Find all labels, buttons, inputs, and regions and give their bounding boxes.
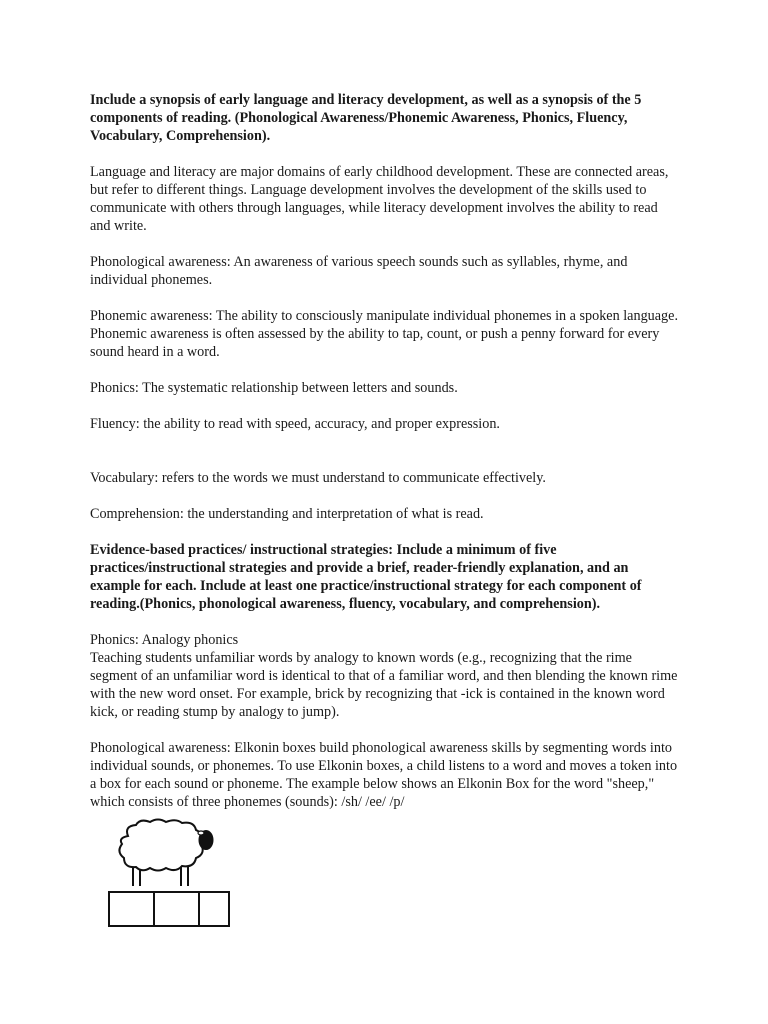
elkonin-boxes bbox=[109, 892, 229, 926]
document-body bbox=[90, 91, 680, 829]
elkonin-box bbox=[109, 892, 154, 926]
phonological-awareness-definition: Phonological awareness: An awareness of various speech sounds such as syllables, rhyme, and individual phonemes. bbox=[90, 254, 628, 288]
vocabulary-definition: Vocabulary: refers to the words we must understand to communicate effectively. bbox=[90, 470, 546, 486]
language-literacy-paragraph: Language and literacy are major domains of early childhood development. These are connected areas, but refer to different things. Language development involves the development of the skills used to communicate with others through languages, while literacy development involves the ability to read and write. bbox=[90, 164, 669, 234]
fluency-definition: Fluency: the ability to read with speed, accuracy, and proper expression. bbox=[90, 416, 500, 432]
spacer bbox=[90, 451, 680, 469]
sheep-icon bbox=[119, 820, 212, 887]
elkonin-box bbox=[199, 892, 229, 926]
phonics-definition: Phonics: The systematic relationship between letters and sounds. bbox=[90, 380, 458, 396]
elkonin-box bbox=[154, 892, 199, 926]
assignment-prompt-heading: Include a synopsis of early language and literacy development, as well as a synopsis of the 5 components of reading. (Phonological Awareness/Phonemic Awareness, Phonics, Fluency, Vocabulary, Comprehension). bbox=[90, 92, 642, 144]
phonemic-awareness-definition: Phonemic awareness: The ability to consciously manipulate individual phonemes in a spoken language. Phonemic awareness is often assessed by the ability to tap, count, or push a penny forward for every sound heard in a word. bbox=[90, 308, 678, 360]
practices-prompt-heading: Evidence-based practices/ instructional strategies: Include a minimum of five practices/instructional strategies and provide a brief, reader-friendly explanation, and an example for each. Include at least one practice/instructional strategy for each component of reading.(Phonics, phonological awareness, fluency, vocabulary, and comprehension). bbox=[90, 542, 642, 612]
comprehension-definition: Comprehension: the understanding and interpretation of what is read. bbox=[90, 506, 484, 522]
phonics-strategy-title: Phonics: Analogy phonics bbox=[90, 632, 239, 648]
elkonin-boxes-paragraph: Phonological awareness: Elkonin boxes build phonological awareness skills by segmenting words into individual sounds, or phonemes. To use Elkonin boxes, a child listens to a word and moves a token into a box for each sound or phoneme. The example below shows an Elkonin Box for the word "sheep," which consists of three phonemes (sounds): /sh/ /ee/ /p/ bbox=[90, 740, 678, 810]
elkonin-box-figure bbox=[106, 818, 236, 930]
phonics-strategy-body: Teaching students unfamiliar words by analogy to known words (e.g., recognizing that the rime segment of an unfamiliar word is identical to that of a familiar word, and then blending the known rime with the new word onset. For example, brick by recognizing that -ick is contained in the known word kick, or reading stump by analogy to jump). bbox=[90, 650, 678, 720]
